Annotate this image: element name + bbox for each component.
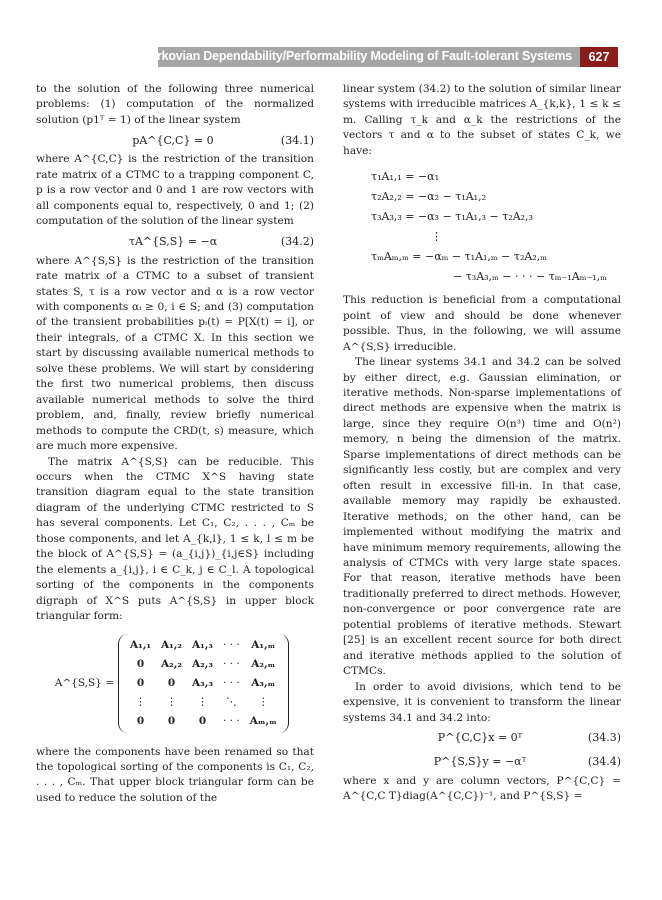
equation-34-3 (343, 726, 621, 750)
matrix-row (125, 712, 282, 731)
matrix-cell: A₁,ₘ (251, 638, 276, 651)
matrix-cell: 0 (136, 676, 145, 689)
equation-number: (34.2) (280, 234, 314, 248)
equation-number: (34.4) (587, 755, 621, 769)
matrix-cell: ⋮ (166, 695, 177, 708)
matrix-cell: A₂,ₘ (251, 657, 276, 670)
matrix-table (125, 636, 282, 731)
right-column (343, 82, 621, 805)
matrix-cell: A₂,₂ (161, 657, 182, 670)
system-line: − τ₃A₃,ₘ − · · · − τₘ₋₁Aₘ₋₁,ₘ (453, 270, 607, 284)
matrix-cell: · · · (223, 638, 240, 651)
paragraph: where x and y are column vectors, P^{C,C} = A^{C,C T}diag(A^{C,C})⁻¹, and P^{S,S} = (343, 774, 621, 803)
matrix-cell: 0 (136, 714, 145, 727)
equation-body: P^{C,C}x = 0ᵀ (437, 731, 523, 745)
matrix-cell: 0 (198, 714, 207, 727)
block-matrix (36, 629, 314, 739)
paragraph: where the components have been renamed so that the topological sorting of the components is C₁, C₂, . . . , Cₘ. That upper block triangular form can be used to reduce the solution of the (36, 745, 314, 804)
system-line: τ₁A₁,₁ = −α₁ (371, 170, 440, 184)
system-line: τₘAₘ,ₘ = −αₘ − τ₁A₁,ₘ − τ₂A₂,ₘ (371, 250, 547, 264)
matrix-cell: A₃,₃ (192, 676, 213, 689)
matrix-row (125, 674, 282, 693)
running-header-title: Markovian Dependability/Performability Modeling of Fault-tolerant Systems (139, 49, 572, 63)
equation-34-1 (36, 128, 314, 152)
paragraph: linear system (34.2) to the solution of similar linear systems with irreducible matrices A_{k,k}, 1 ≤ k ≤ m. Calling τ_k and α_k the restrictions of the vectors τ and α to the subset of states C_k, we have: (343, 83, 621, 157)
equation-34-2 (36, 230, 314, 254)
matrix-cell: 0 (167, 714, 176, 727)
left-column (36, 82, 314, 806)
equation-body: pA^{C,C} = 0 (132, 133, 214, 147)
matrix-cell: 0 (136, 657, 145, 670)
matrix-cell: Aₘ,ₘ (249, 714, 277, 727)
matrix-row (125, 655, 282, 674)
matrix-cell: A₁,₂ (161, 638, 182, 651)
system-line: τ₂A₂,₂ = −α₂ − τ₁A₁,₂ (371, 190, 486, 204)
paragraph: The linear systems 34.1 and 34.2 can be solved by either direct, e.g. Gaussian elimination, or iterative methods. Non-sparse implementations of direct methods are expensive when the matrix is large, since they require O(n³) time and O(n²) memory, n being the dimension of the matrix. Sparse implementations of direct methods can be significantly less costly, but are complex and very often result in excessive fill-in. In that case, available memory may rapidly be exhausted. Iterative methods, on the other hand, can be implemented without modifying the matrix and have minimum memory requirements, allowing the analysis of CTMCs with very large state spaces. For that reason, iterative methods have been traditionally preferred to direct methods. However, non-convergence or poor convergence rate are potential problems of iterative methods. Stewart [25] is an excellent recent source for both direct and iterative methods applied to the solution of CTMCs. (343, 356, 621, 678)
matrix-label: A^{S,S} = (54, 676, 114, 689)
running-header (139, 47, 618, 67)
matrix-cell: A₁,₃ (192, 638, 213, 651)
paragraph: to the solution of the following three numerical problems: (1) computation of the normalized solution (p1ᵀ = 1) of the linear system (36, 83, 314, 126)
matrix-cell: · · · (223, 676, 240, 689)
matrix-cell: A₁,₁ (130, 638, 151, 651)
matrix-cell: A₃,ₘ (251, 676, 276, 689)
matrix-cell: 0 (167, 676, 176, 689)
matrix-cell: ⋱ (226, 695, 237, 708)
paragraph: where A^{S,S} is the restriction of the transition rate matrix of a CTMC to a subset of transient states S, τ is a row vector and α is a row vector with components αᵢ ≥ 0, i ∈ S; and (3) computation of the transient probabilities pᵢ(t) = P[X(t) = i], or their integrals, of a CTMC X. In this section we start by discussing available numerical methods to solve these problems. We will start by considering the first two numerical problems, then discuss available numerical methods to solve the third problem, and, finally, review briefly numerical methods to compute the CRD(t, s) measure, which are much more expensive. (36, 254, 314, 453)
paragraph: This reduction is beneficial from a computational point of view and should be done whenever possible. Thus, in the following, we will assume A^{S,S} irreducible. (343, 294, 621, 353)
matrix-row (125, 636, 282, 655)
matrix-cell: A₂,₃ (192, 657, 213, 670)
matrix-cell: · · · (223, 657, 240, 670)
page-number: 627 (580, 47, 618, 67)
equation-number: (34.1) (280, 133, 314, 147)
matrix-cell: ⋮ (135, 695, 146, 708)
equation-number: (34.3) (587, 731, 621, 745)
system-line: ⋮ (431, 230, 442, 244)
matrix-cell: ⋮ (258, 695, 269, 708)
paragraph: In order to avoid divisions, which tend to be expensive, it is convenient to transform the linear systems 34.1 and 34.2 into: (343, 680, 621, 724)
equation-34-4 (343, 750, 621, 774)
matrix-cell: ⋮ (197, 695, 208, 708)
equation-body: P^{S,S}y = −αᵀ (433, 755, 527, 769)
matrix-cell: · · · (223, 714, 240, 727)
paragraph: The matrix A^{S,S} can be reducible. This occurs when the CTMC X^S having state transition diagram equal to the state transition diagram of the underlying CTMC restricted to S has several components. Let C₁, C₂, . . . , Cₘ be those components, and let A_{k,l}, 1 ≤ k, l ≤ m be the block of A^{S,S} = (a_{i,j})_{i,j∈S} including the elements a_{i,j}, i ∈ C_k, j ∈ C_l. A topological sorting of the components in the components digraph of X^S puts A^{S,S} in upper block triangular form: (36, 455, 314, 623)
system-line: τ₃A₃,₃ = −α₃ − τ₁A₁,₃ − τ₂A₂,₃ (371, 210, 533, 224)
paragraph: where A^{C,C} is the restriction of the transition rate matrix of a CTMC to a trapping component C, p is a row vector and 0 and 1 are row vectors with all components equal to, respectively, 0 and 1; (2) computation of the solution of the linear system (36, 153, 314, 228)
matrix-brackets (118, 634, 289, 733)
equation-body: τA^{S,S} = −α (128, 234, 218, 248)
equation-system (371, 167, 621, 287)
matrix-row (125, 693, 282, 712)
